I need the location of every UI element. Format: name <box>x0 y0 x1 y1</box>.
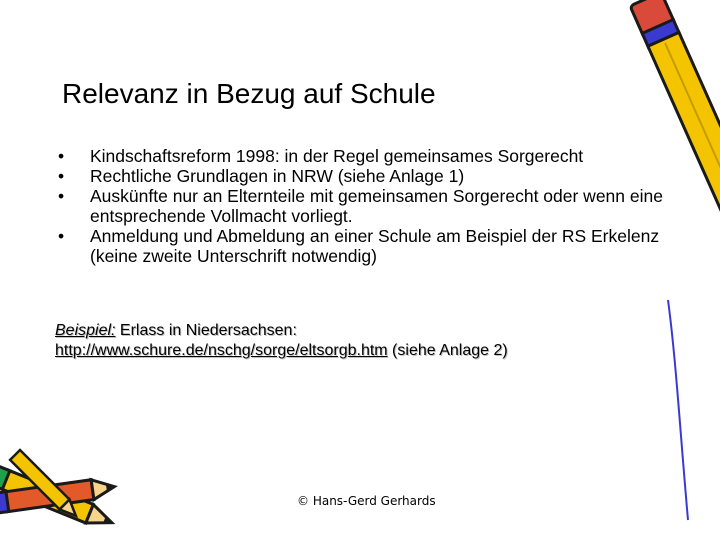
bullet-text: Auskünfte nur an Elternteile mit gemeinsamen Sorgerecht oder wenn eine entsprechende Vollmacht vorliegt. <box>90 186 663 226</box>
pencil-icon <box>596 0 720 540</box>
bullet-dot: • <box>58 226 65 246</box>
bullet-item <box>58 226 668 266</box>
bullet-item <box>58 186 668 226</box>
example-text: Erlass in Niedersachsen: <box>115 322 297 339</box>
bullet-item <box>58 166 668 186</box>
bullet-dot: • <box>58 166 65 186</box>
example-link[interactable]: http://www.schure.de/nschg/sorge/eltsorgb.htm <box>55 342 388 359</box>
example-block <box>55 321 508 361</box>
bullet-item <box>58 146 668 166</box>
slide-title: Relevanz in Bezug auf Schule <box>62 78 436 109</box>
example-link-suffix: (siehe Anlage 2) <box>387 342 508 359</box>
bullet-list <box>58 146 668 266</box>
bullet-text: Rechtliche Grundlagen in NRW (siehe Anlage 1) <box>90 166 465 186</box>
bullet-text: Anmeldung und Abmeldung an einer Schule am Beispiel der RS Erkelenz (keine zweite Unterschrift notwendig) <box>90 226 660 266</box>
copyright-footer: © Hans-Gerd Gerhards <box>297 494 436 508</box>
bullet-text: Kindschaftsreform 1998: in der Regel gemeinsames Sorgerecht <box>90 146 584 166</box>
bullet-dot: • <box>58 146 65 166</box>
bullet-dot: • <box>58 186 65 206</box>
pencils-icon <box>0 430 130 540</box>
example-label: Beispiel: <box>55 322 116 339</box>
